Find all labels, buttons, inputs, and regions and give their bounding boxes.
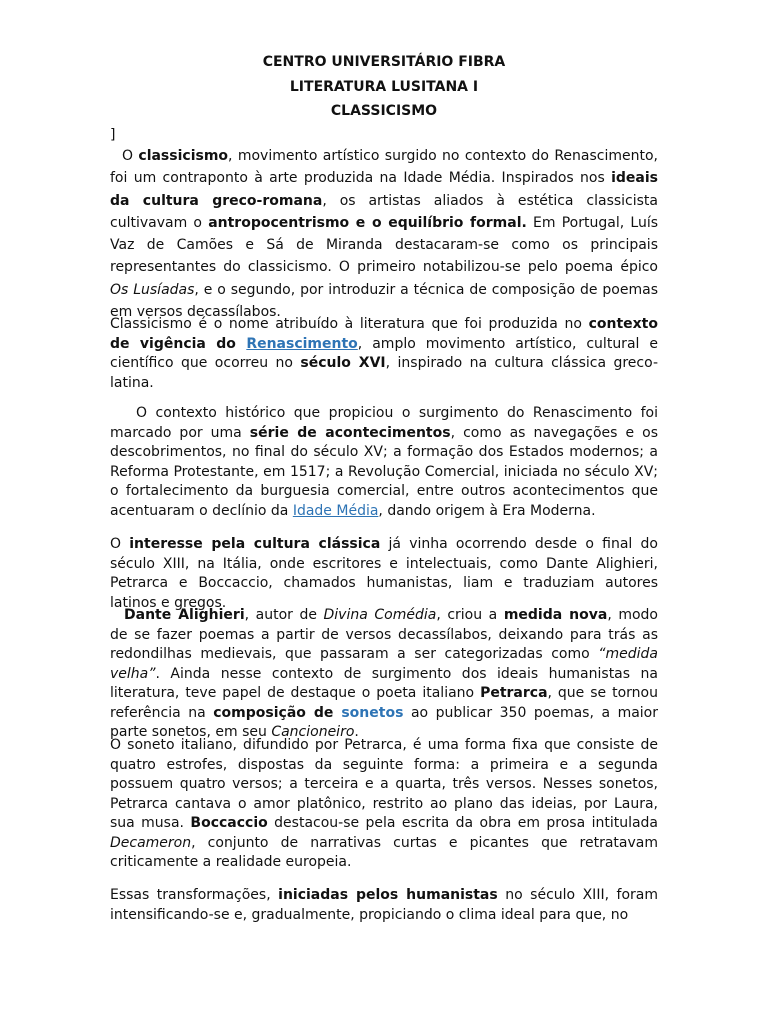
- text-run: já vinha ocorrendo desde o final do século XIII, na Itália, onde escritores e intelectuais, como Dante Alighieri, Petrarca e Boccaccio, chamados humanistas, liam e traduziam autores latinos e gregos.: [110, 536, 658, 611]
- bold-term: Petrarca: [480, 685, 548, 701]
- text-run: O: [122, 148, 139, 164]
- text-run: O contexto histórico que propiciou o surgimento do Renascimento foi marcado por uma: [110, 405, 658, 441]
- text-run: , conjunto de narrativas curtas e picantes que retratavam criticamente a realidade europeia.: [110, 834, 658, 870]
- text-run: , dando origem à Era Moderna.: [378, 502, 596, 519]
- text-run: O soneto italiano, difundido por Petrarca, é uma forma fixa que consiste de quatro estrofes, dispostas da seguinte forma: a primeira e a segunda possuem quatro versos; a terceira e a quarta, três versos. Nesses sonetos, Petrarca cantava o amor platônico, restrito ao plano das ideias, por Laura, sua musa.: [110, 737, 658, 831]
- bold-term: Boccaccio: [190, 815, 268, 831]
- text-run: , e o segundo, por introduzir a técnica de composição de poemas em versos decassílabos.: [110, 281, 659, 321]
- text-run: , autor de: [244, 607, 324, 623]
- bold-term: medida nova: [503, 607, 608, 623]
- bold-term: composição de: [213, 704, 342, 721]
- italic-title: Os Lusíadas: [110, 281, 195, 298]
- text-run: Em Portugal, Luís Vaz de Camões e Sá de Miranda destacaram-se como os principais representantes do classicismo. O primeiro notabilizou-se pelo poema épico: [110, 214, 658, 276]
- text-run: no século XIII, foram intensificando-se e, gradualmente, propiciando o clima ideal para que, no: [110, 887, 658, 923]
- text-run: , modo de se fazer poemas a partir de versos decassílabos, deixando para trás as redondilhas medievais, que passaram a ser categorizadas como: [110, 607, 658, 662]
- bold-term: classicismo: [138, 148, 229, 164]
- bold-term: Dante Alighieri: [124, 607, 245, 623]
- bold-term: ideais da cultura greco-romana: [110, 170, 658, 209]
- stray-bracket: ]: [110, 127, 116, 143]
- text-run: , movimento artístico surgido no contexto do Renascimento, foi um contraponto à arte produzida na Idade Média. Inspirados nos: [110, 148, 658, 187]
- paragraph-classicism-intro: [110, 145, 658, 323]
- bold-term: século XVI: [300, 355, 386, 371]
- bold-term: série de acontecimentos: [249, 424, 451, 441]
- italic-title: Cancioneiro: [271, 724, 355, 740]
- text-run: , amplo movimento artístico, cultural e científico que ocorreu no: [110, 335, 658, 371]
- text-run: Essas transformações,: [110, 887, 279, 903]
- text-run: , criou a: [436, 607, 504, 623]
- paragraph-historical-context: [110, 404, 658, 521]
- bold-term-sonetos: sonetos: [341, 704, 404, 721]
- text-run: . Ainda nesse contexto de surgimento dos ideais humanistas na literatura, teve papel de destaque o poeta italiano: [110, 665, 658, 701]
- paragraph-soneto-boccaccio: [110, 736, 658, 873]
- text-run: , como as navegações e os descobrimentos, no final do século XV; a formação dos Estados modernos; a Reforma Protestante, em 1517; a Revolução Comercial, iniciada no século XV; o fortalecimento da burguesia comercial, entre outros acontecimentos que acentuaram o declínio da: [110, 424, 658, 519]
- italic-title: Decameron: [110, 834, 192, 851]
- bold-term: antropocentrismo e o equilíbrio formal.: [208, 214, 527, 231]
- course-title: LITERATURA LUSITANA I: [289, 79, 479, 95]
- text-run: , os artistas aliados à estética classicista cultivavam o: [110, 192, 658, 231]
- text-run: .: [354, 724, 359, 740]
- topic-title: CLASSICISMO: [330, 103, 438, 119]
- paragraph-transformations: [110, 886, 658, 925]
- bold-term: interesse pela cultura clássica: [129, 536, 381, 552]
- paragraph-dante-petrarca: [110, 606, 658, 743]
- paragraph-definition: [110, 315, 658, 393]
- text-run: destacou-se pela escrita da obra em prosa intitulada: [267, 815, 659, 831]
- text-run: Classicismo é o nome atribuído à literatura que foi produzida no: [110, 316, 589, 332]
- text-run: O: [110, 536, 130, 552]
- italic-title: Divina Comédia: [323, 607, 437, 623]
- text-run: , inspirado na cultura clássica greco-latina.: [110, 355, 658, 391]
- link-renascimento[interactable]: Renascimento: [246, 335, 358, 352]
- bold-term: iniciadas pelos humanistas: [278, 887, 498, 903]
- link-idade-media[interactable]: Idade Média: [292, 502, 379, 519]
- italic-quote: “medida velha”: [110, 646, 658, 682]
- institution-title: CENTRO UNIVERSITÁRIO FIBRA: [262, 54, 506, 70]
- paragraph-classical-interest: [110, 535, 658, 613]
- bold-term: contexto de vigência do: [110, 316, 658, 352]
- text-run: , que se tornou referência na: [110, 685, 658, 721]
- text-run: ao publicar 350 poemas, a maior parte sonetos, em seu: [110, 704, 659, 740]
